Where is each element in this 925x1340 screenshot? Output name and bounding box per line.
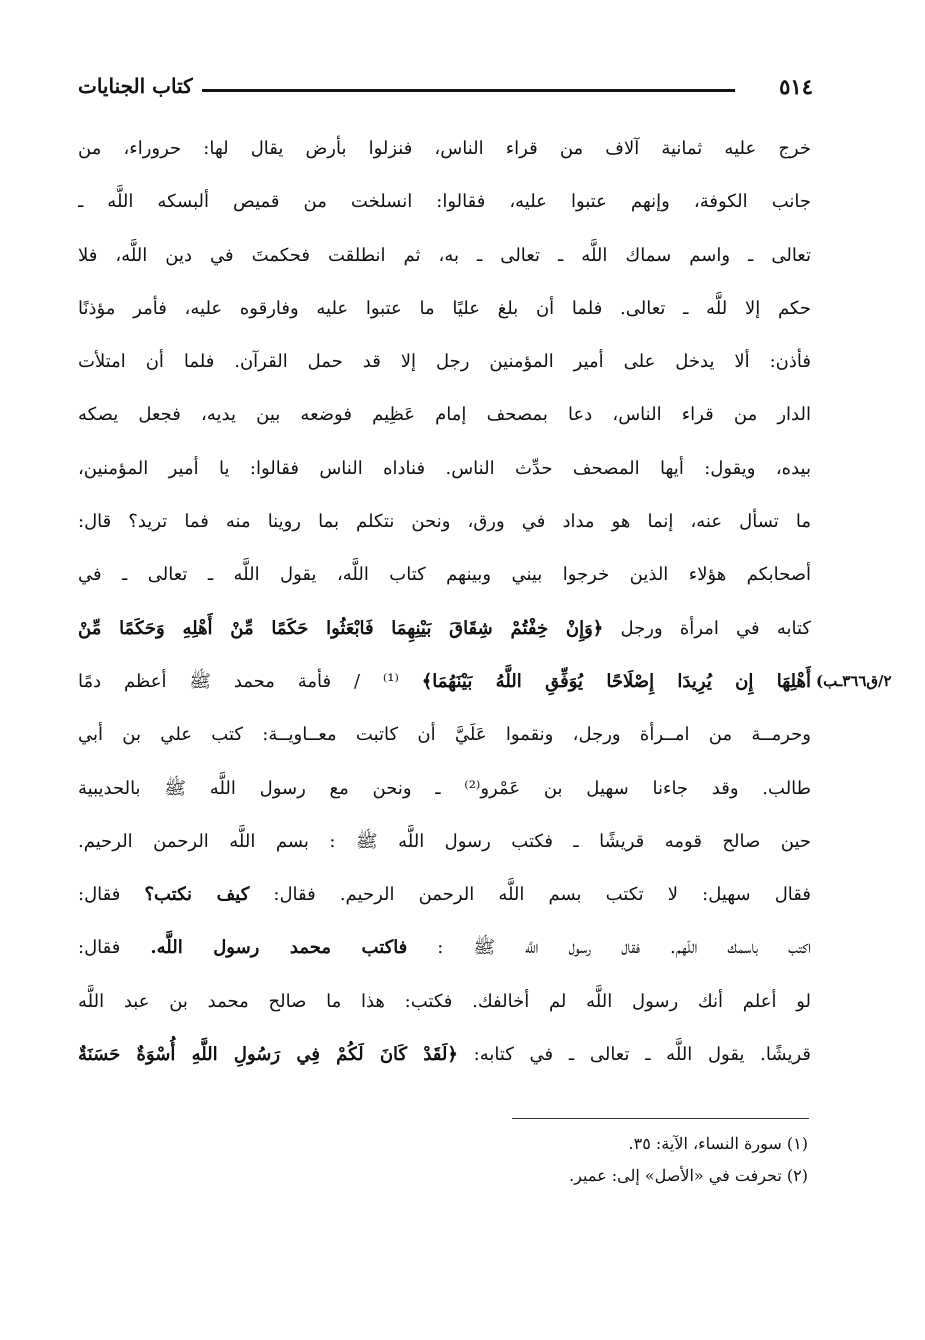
footnote-separator <box>512 1118 809 1119</box>
manuscript-folio-note: ٢/ق٣٦٦ـب) <box>816 672 892 690</box>
text-line: جانب الكوفة، وإنهم عتبوا عليه، فقالوا: انسلخت من قميص ألبسكه اللَّه ـ <box>78 191 811 213</box>
page-header <box>78 72 813 106</box>
text-line: طالب. وقد جاءنا سهيل بن عَمْرو⁽²⁾ ـ ونحن مع رسول اللَّه ﷺ بالحديبية <box>78 777 811 799</box>
text-line: حكم إلا للَّه ـ تعالى. فلما أن بلغ عليًا ما عتبوا عليه وفارقوه عليه، فأمر مؤذنًا <box>78 297 811 319</box>
text-segment: فقال سهيل: لا تكتب بسم اللَّه الرحمن الرحيم. فقال: <box>273 884 811 906</box>
quran-verse: ﴿لَقَدْ كَانَ لَكُمْ فِي رَسُولِ اللَّهِ أُسْوَةٌ حَسَنَةٌ <box>78 1044 458 1066</box>
text-line: بيده، ويقول: أيها المصحف حدِّث الناس. فناداه الناس فقالوا: يا أمير المؤمنين، <box>78 457 811 479</box>
verse-line <box>78 602 811 655</box>
text-segment: فقال: <box>78 884 121 906</box>
text-segment: فقال: <box>78 937 121 959</box>
text-line: لو أعلم أنك رسول اللَّه لم أخالفك. فكتب: هذا ما صالح محمد بن عبد اللَّه <box>78 990 811 1012</box>
verse-line <box>78 1028 811 1081</box>
quran-verse: ﴿وَإِنْ خِفْتُمْ شِقَاقَ بَيْنِهِمَا فَابْعَثُوا حَكَمًا مِّنْ أَهْلِهِ وَحَكَمًا مِّنْ <box>78 617 604 639</box>
text-line: تعالى ـ واسم سماك اللَّه ـ تعالى ـ به، ثم انطلقت فحكمتَ في دين اللَّه، فلا <box>78 244 811 266</box>
text-line: أصحابكم هؤلاء الذين خرجوا بيني وبينهم كتاب اللَّه، يقول اللَّه ـ تعالى ـ في <box>78 564 811 586</box>
text-line <box>78 921 811 974</box>
footnotes <box>208 1128 808 1192</box>
header-rule <box>202 89 735 92</box>
verse-line <box>78 655 811 708</box>
page-number: ٥١٤ <box>779 74 813 99</box>
text-line: حين صالح قومه قريشًا ـ فكتب رسول اللَّه ﷺ : بسم اللَّه الرحمن الرحيم. <box>78 830 811 852</box>
text-segment: كتابه في امرأة ورجل <box>620 617 811 639</box>
main-text <box>78 122 811 1081</box>
text-segment: ⁽¹⁾ / فأمة محمد ﷺ أعظم دمًا <box>78 670 399 692</box>
text-line: ما تسأل عنه، إنما هو مداد في ورق، ونحن نتكلم بما روينا منه فما تريد؟ قال: <box>78 511 811 533</box>
text-line: الدار من قراء الناس، دعا بمصحف إمام عَظِيم فوضعه بين يديه، فجعل يصكه <box>78 404 811 426</box>
text-segment: اكتب باسمك اللّهم. فقال رسول اللَّه ﷺ : <box>437 937 811 959</box>
footnote: (٢) تحرفت في «الأصل» إلى: عمير. <box>569 1166 808 1185</box>
text-line: فأذن: ألا يدخل على أمير المؤمنين رجل إلا قد حمل القرآن. فلما أن امتلأت <box>78 351 811 373</box>
running-title: كتاب الجنايات <box>78 74 193 98</box>
bold-phrase: كيف نكتب؟ <box>144 884 250 906</box>
text-segment: قريشًا. يقول اللَّه ـ تعالى ـ في كتابه: <box>473 1044 811 1066</box>
text-line: خرج عليه ثمانية آلاف من قراء الناس، فنزلوا بأرض يقال لها: حروراء، من <box>78 138 811 159</box>
footnote: (١) سورة النساء، الآية: ٣٥. <box>628 1134 808 1153</box>
quran-verse: أَهْلِهَا إِن يُرِيدَا إِصْلَاحًا يُوَفِّقِ اللَّهُ بَيْنَهُمَا﴾ <box>421 670 811 692</box>
text-line: وحرمــة من امــرأة ورجل، ونقموا عَلَيَّ أن كاتبت معــاويــة: كتب علي بن أبي <box>78 724 811 746</box>
text-line <box>78 868 811 921</box>
bold-phrase: فاكتب محمد رسول اللَّه. <box>150 937 408 959</box>
